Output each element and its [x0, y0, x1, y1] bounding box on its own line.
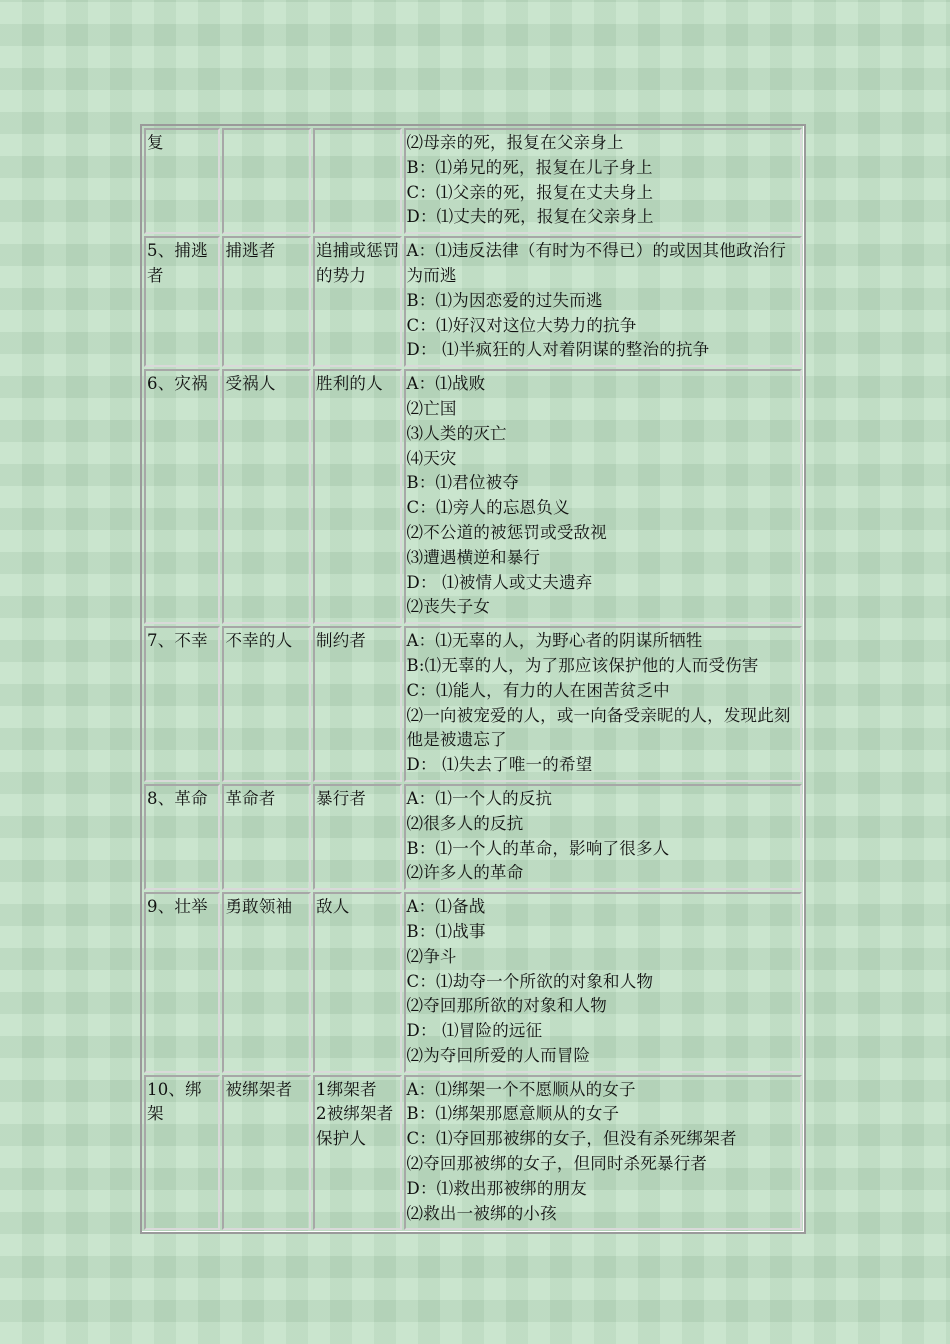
- cell-text-line: 捕逃者: [225, 241, 276, 261]
- cell-text-line: 10、绑架: [147, 1079, 202, 1124]
- table-row: [144, 784, 802, 890]
- opposing-role-cell: [313, 626, 402, 782]
- primary-role-cell: [222, 128, 311, 234]
- cell-text-line: A：⑴一个人的反抗: [406, 788, 553, 808]
- cell-text-line: 5、捕逃者: [147, 241, 208, 285]
- cell-text-line: 被绑架者: [225, 1079, 293, 1099]
- cell-text-line: B:⑴无辜的人，为了那应该保护他的人而受伤害: [406, 655, 759, 675]
- situation-cell: [144, 784, 220, 890]
- cell-text-line: D： ⑴被情人或丈夫遗弃: [406, 572, 593, 592]
- cell-text-line: C：⑴能人，有力的人在困苦贫乏中: [406, 680, 670, 700]
- cell-text-line: C：⑴夺回那被绑的女子，但没有杀死绑架者: [406, 1129, 737, 1149]
- cell-text-line: ⑵不公道的被惩罚或受敌视: [406, 522, 607, 542]
- cell-text-line: ⑵亡国: [406, 398, 457, 418]
- opposing-role-cell: [313, 369, 402, 624]
- cell-text-line: ⑷天灾: [406, 448, 457, 468]
- cell-text-line: B：⑴为因恋爱的过失而逃: [406, 290, 603, 310]
- cell-text-line: C：⑴父亲的死，报复在丈夫身上: [406, 182, 654, 202]
- cell-text-line: B：⑴绑架那愿意顺从的女子: [406, 1104, 620, 1124]
- cell-text-line: 1绑架者: [316, 1079, 377, 1099]
- cell-text-line: C：⑴好汉对这位大势力的抗争: [406, 315, 637, 335]
- situation-cell: [144, 128, 220, 234]
- table-row: [144, 369, 802, 624]
- primary-role-cell: [222, 369, 311, 624]
- cell-text-line: ⑵一向被宠爱的人，或一向备受亲昵的人，发现此刻他是被遗忘了: [406, 705, 791, 750]
- cell-text-line: D：⑴救出那被绑的朋友: [406, 1178, 587, 1198]
- opposing-role-cell: [313, 236, 402, 367]
- cell-text-line: B：⑴君位被夺: [406, 473, 520, 493]
- table-row: [144, 1075, 802, 1231]
- table-body: [144, 128, 802, 1230]
- primary-role-cell: [222, 892, 311, 1073]
- table-row: [144, 626, 802, 782]
- variants-cell: [404, 784, 802, 890]
- table-row: [144, 892, 802, 1073]
- cell-text-line: 2被绑架者保护人: [316, 1104, 394, 1149]
- cell-text-line: ⑵救出一被绑的小孩: [406, 1203, 557, 1223]
- situation-cell: [144, 1075, 220, 1231]
- variants-cell: [404, 236, 802, 367]
- cell-text-line: 制约者: [316, 631, 367, 651]
- cell-text-line: 复: [147, 133, 164, 152]
- primary-role-cell: [222, 236, 311, 367]
- table-row: [144, 236, 802, 367]
- opposing-role-cell: [313, 784, 402, 890]
- cell-text-line: D： ⑴失去了唯一的希望: [406, 755, 593, 775]
- cell-text-line: ⑵许多人的革命: [406, 863, 524, 883]
- cell-text-line: 8、革命: [147, 788, 208, 808]
- cell-text-line: D： ⑴冒险的远征: [406, 1021, 543, 1041]
- cell-text-line: 6、灾祸: [147, 374, 208, 394]
- cell-text-line: 敌人: [316, 897, 350, 917]
- cell-text-line: ⑵母亲的死，报复在父亲身上: [406, 133, 624, 152]
- cell-text-line: B：⑴弟兄的死，报复在儿子身上: [406, 157, 653, 177]
- cell-text-line: 暴行者: [316, 788, 367, 808]
- cell-text-line: ⑵很多人的反抗: [406, 813, 524, 833]
- cell-text-line: 9、壮举: [147, 897, 208, 917]
- primary-role-cell: [222, 626, 311, 782]
- cell-text-line: A：⑴备战: [406, 897, 486, 917]
- cell-text-line: B：⑴一个人的革命，影响了很多人: [406, 838, 670, 858]
- cell-text-line: A：⑴战败: [406, 374, 486, 394]
- variants-cell: [404, 128, 802, 234]
- cell-text-line: C：⑴旁人的忘恩负义: [406, 498, 570, 518]
- opposing-role-cell: [313, 128, 402, 234]
- variants-cell: [404, 1075, 802, 1231]
- cell-text-line: A：⑴绑架一个不愿顺从的女子: [406, 1079, 636, 1099]
- variants-cell: [404, 626, 802, 782]
- cell-text-line: 胜利的人: [316, 374, 383, 394]
- situation-cell: [144, 626, 220, 782]
- situation-cell: [144, 369, 220, 624]
- cell-text-line: 革命者: [225, 788, 276, 808]
- cell-text-line: ⑵夺回那所欲的对象和人物: [406, 996, 607, 1016]
- cell-text-line: B：⑴战事: [406, 921, 486, 941]
- cell-text-line: 追捕或惩罚的势力: [316, 241, 400, 285]
- cell-text-line: ⑶人类的灭亡: [406, 423, 507, 443]
- cell-text-line: ⑵为夺回所爱的人而冒险: [406, 1045, 591, 1065]
- cell-text-line: D： ⑴半疯狂的人对着阴谋的整治的抗争: [406, 340, 710, 360]
- cell-text-line: 受祸人: [225, 374, 276, 394]
- primary-role-cell: [222, 784, 311, 890]
- variants-cell: [404, 892, 802, 1073]
- situation-cell: [144, 236, 220, 367]
- opposing-role-cell: [313, 892, 402, 1073]
- cell-text-line: D：⑴丈夫的死，报复在父亲身上: [406, 207, 654, 227]
- table-row: [144, 128, 802, 234]
- plot-situations-table: [140, 124, 806, 1234]
- cell-text-line: A：⑴违反法律（有时为不得已）的或因其他政治行为而逃: [406, 241, 787, 285]
- variants-cell: [404, 369, 802, 624]
- cell-text-line: ⑵丧失子女: [406, 597, 491, 617]
- cell-text-line: C：⑴劫夺一个所欲的对象和人物: [406, 971, 654, 991]
- cell-text-line: ⑶遭遇横逆和暴行: [406, 547, 541, 567]
- cell-text-line: 不幸的人: [225, 631, 293, 651]
- cell-text-line: ⑵争斗: [406, 946, 457, 966]
- cell-text-line: 勇敢领袖: [225, 897, 293, 917]
- cell-text-line: ⑵夺回那被绑的女子，但同时杀死暴行者: [406, 1154, 708, 1174]
- opposing-role-cell: [313, 1075, 402, 1231]
- cell-text-line: 7、不幸: [147, 631, 208, 651]
- cell-text-line: A：⑴无辜的人，为野心者的阴谋所牺牲: [406, 631, 703, 651]
- situation-cell: [144, 892, 220, 1073]
- primary-role-cell: [222, 1075, 311, 1231]
